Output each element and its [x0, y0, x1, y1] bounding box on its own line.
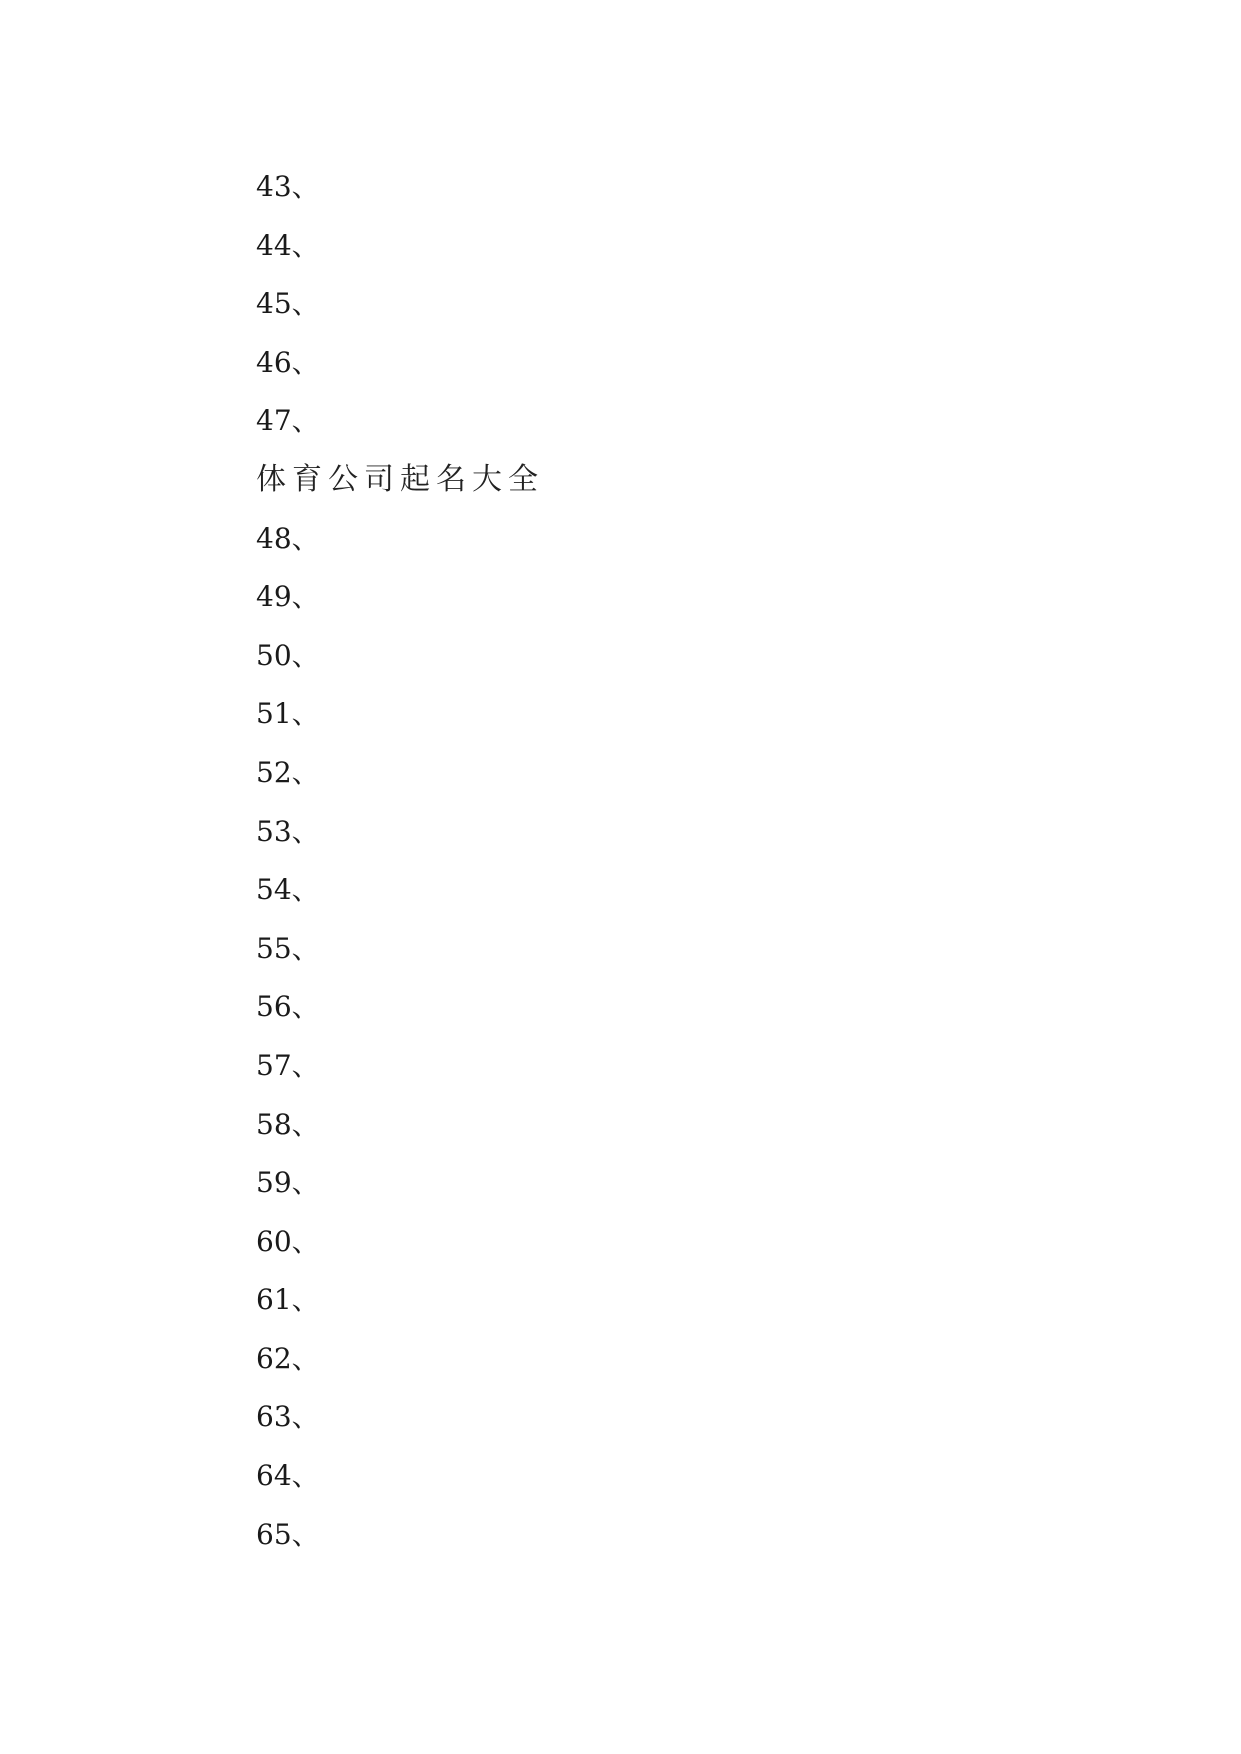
list-item-number: 45、	[256, 287, 320, 321]
list-item-number: 60、	[256, 1224, 320, 1258]
list-item-number: 64、	[256, 1459, 320, 1493]
list-item-number: 54、	[256, 873, 320, 907]
list-item-number: 57、	[256, 1048, 320, 1082]
list-item-number: 56、	[256, 990, 320, 1024]
list-item-number: 51、	[256, 697, 320, 731]
list-item-number: 55、	[256, 931, 320, 965]
list-item-number: 61、	[256, 1283, 320, 1317]
list-item-number: 43、	[256, 170, 320, 203]
list-item-number: 50、	[256, 638, 320, 672]
list-item-number: 59、	[256, 1166, 320, 1200]
list-item-number: 52、	[256, 755, 320, 789]
list-item-number: 58、	[256, 1107, 320, 1141]
list-item-number: 49、	[256, 580, 320, 614]
list-item-number: 63、	[256, 1400, 320, 1434]
list-item-number: 46、	[256, 345, 320, 379]
list-item-number: 48、	[256, 521, 320, 555]
list-item-number: 47、	[256, 404, 320, 438]
list-item-number: 62、	[256, 1341, 320, 1375]
document-body	[256, 158, 1056, 1564]
list-item-number: 44、	[256, 228, 320, 262]
list-item-number: 65、	[256, 1517, 320, 1551]
list-item-number: 53、	[256, 814, 320, 848]
section-heading: 体育公司起名大全	[256, 461, 544, 497]
